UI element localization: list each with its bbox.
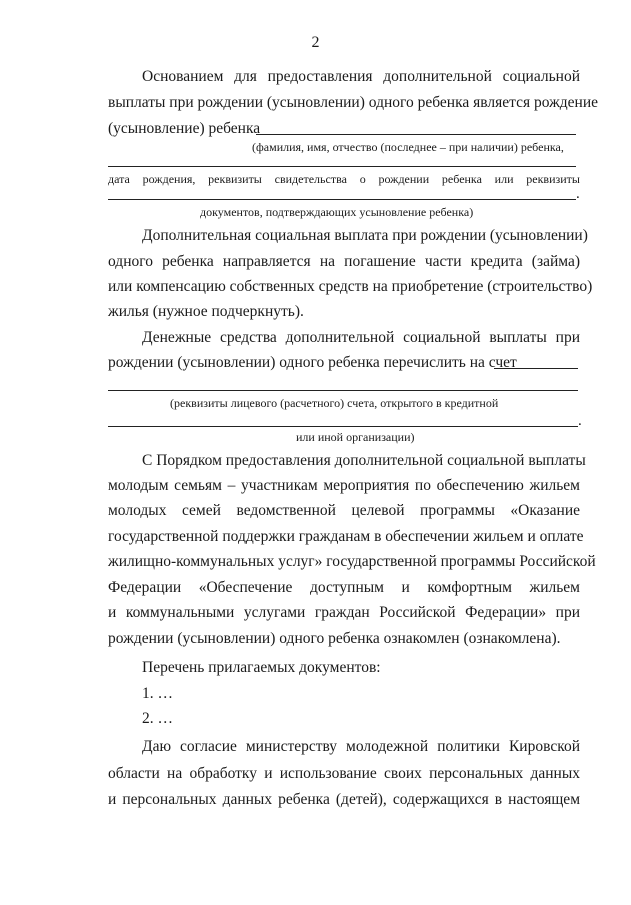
p6-line-3: и персональных данных ребенка (детей), содержащихся в настоящем [108, 791, 580, 808]
p4-line-8: рождении (усыновлении) одного ребенка ознакомлен (ознакомлена). [108, 630, 561, 647]
p4-line-2: молодым семьям – участникам мероприятия по обеспечению жильем [108, 477, 580, 494]
attached-docs-item-1: 1. … [142, 685, 173, 702]
p4-line-7: и коммунальными услугами граждан Российской Федерации» при [108, 604, 580, 621]
p6-line-1: Даю согласие министерству молодежной политики Кировской [142, 738, 580, 755]
p4-line-4: государственной поддержки гражданам в обеспечении жильем и оплате [108, 528, 584, 545]
attached-docs-item-2: 2. … [142, 710, 173, 727]
p3-line-1: Денежные средства дополнительной социальной выплаты при [142, 329, 580, 346]
caption-organization: или иной организации) [296, 430, 415, 444]
birth-data-blank [108, 166, 576, 167]
period-mark: . [576, 186, 580, 202]
p1-line-3: (усыновление) ребенка [108, 120, 261, 137]
caption-account: (реквизиты лицевого (расчетного) счета, открытого в кредитной [170, 396, 499, 410]
p2-line-1: Дополнительная социальная выплата при рождении (усыновлении) [142, 227, 588, 244]
p3-line-2: рождении (усыновлении) одного ребенка перечислить на счет [108, 354, 517, 371]
period-mark-2: . [578, 413, 582, 429]
p2-line-2: одного ребенка направляется на погашение части кредита (займа) [108, 253, 580, 270]
p4-line-1: С Порядком предоставления дополнительной социальной выплаты [142, 452, 586, 469]
p2-line-3: или компенсацию собственных средств на приобретение (строительство) [108, 278, 593, 295]
p4-line-6: Федерации «Обеспечение доступным и комфортным жильем [108, 579, 580, 596]
p1-line-1: Основанием для предоставления дополнительной социальной [142, 68, 580, 85]
p1-line-2: выплаты при рождении (усыновлении) одного ребенка является рождение [108, 94, 599, 111]
page-number: 2 [311, 34, 320, 51]
p4-line-5: жилищно-коммунальных услуг» государственной программы Российской [108, 553, 596, 570]
organization-blank [108, 426, 578, 427]
child-name-blank [256, 134, 576, 135]
account-blank-short [494, 368, 578, 369]
attached-docs-title: Перечень прилагаемых документов: [142, 659, 381, 676]
p6-line-2: области на обработку и использование своих персональных данных [108, 765, 580, 782]
caption-child-name: (фамилия, имя, отчество (последнее – при наличии) ребенка, [252, 140, 564, 154]
adoption-docs-blank [108, 199, 576, 200]
caption-adoption-docs: документов, подтверждающих усыновление ребенка) [200, 205, 474, 219]
caption-birth-data: дата рождения, реквизиты свидетельства о рождении ребенка или реквизиты [108, 172, 580, 186]
p2-line-4: жилья (нужное подчеркнуть). [108, 303, 304, 320]
p4-line-3: молодых семей ведомственной целевой программы «Оказание [108, 502, 580, 519]
account-blank [108, 390, 578, 391]
